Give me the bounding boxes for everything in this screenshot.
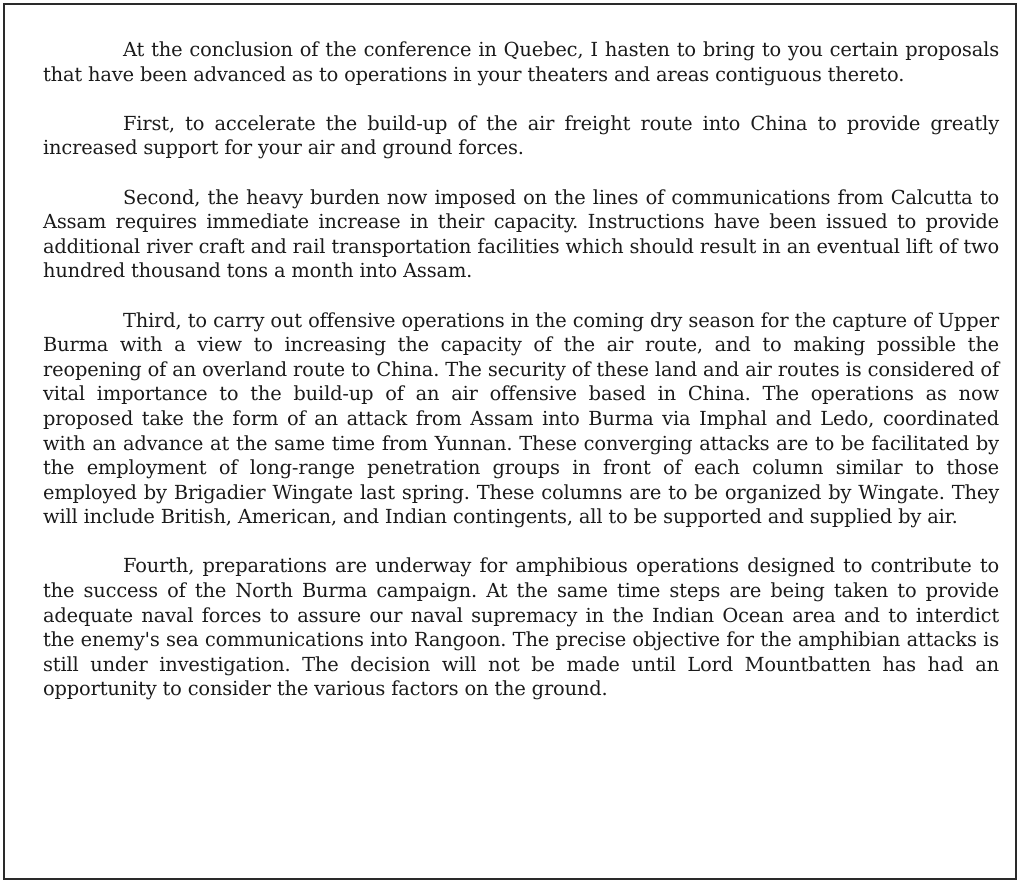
paragraph-fourth: Fourth, preparations are underway for amphibious operations designed to contribute to the success of the North Burma campaign. At the same time steps are being taken to provide adequate naval forces to assure our naval supremacy in the Indian Ocean area and to interdict the enemy's sea communications into Rangoon. The precise objective for the amphibian attacks is still under investigation. The decision will not be made until Lord Mountbatten has had an opportunity to consider the various factors on the ground. <box>43 554 999 701</box>
document-body <box>43 38 999 702</box>
paragraph-second: Second, the heavy burden now imposed on the lines of communications from Calcutta to Assam requires immediate increase in their capacity. Instructions have been issued to provide additional river craft and rail transportation facilities which should result in an eventual lift of two hundred thousand tons a month into Assam. <box>43 185 999 283</box>
document-frame <box>3 3 1017 880</box>
paragraph-third: Third, to carry out offensive operations in the coming dry season for the capture of Upper Burma with a view to increasing the capacity of the air route, and to making possible the reopening of an overland route to China. The security of these land and air routes is considered of vital importance to the build-up of an air offensive based in China. The operations as now proposed take the form of an attack from Assam into Burma via Imphal and Ledo, coordinated with an advance at the same time from Yunnan. These converging attacks are to be facilitated by the employment of long-range penetration groups in front of each column similar to those employed by Brigadier Wingate last spring. These columns are to be organized by Wingate. They will include British, American, and Indian contingents, all to be supported and supplied by air. <box>43 308 999 529</box>
paragraph-first: First, to accelerate the build-up of the air freight route into China to provide greatly increased support for your air and ground forces. <box>43 111 999 160</box>
paragraph-intro: At the conclusion of the conference in Quebec, I hasten to bring to you certain proposals that have been advanced as to operations in your theaters and areas contiguous thereto. <box>43 38 999 86</box>
